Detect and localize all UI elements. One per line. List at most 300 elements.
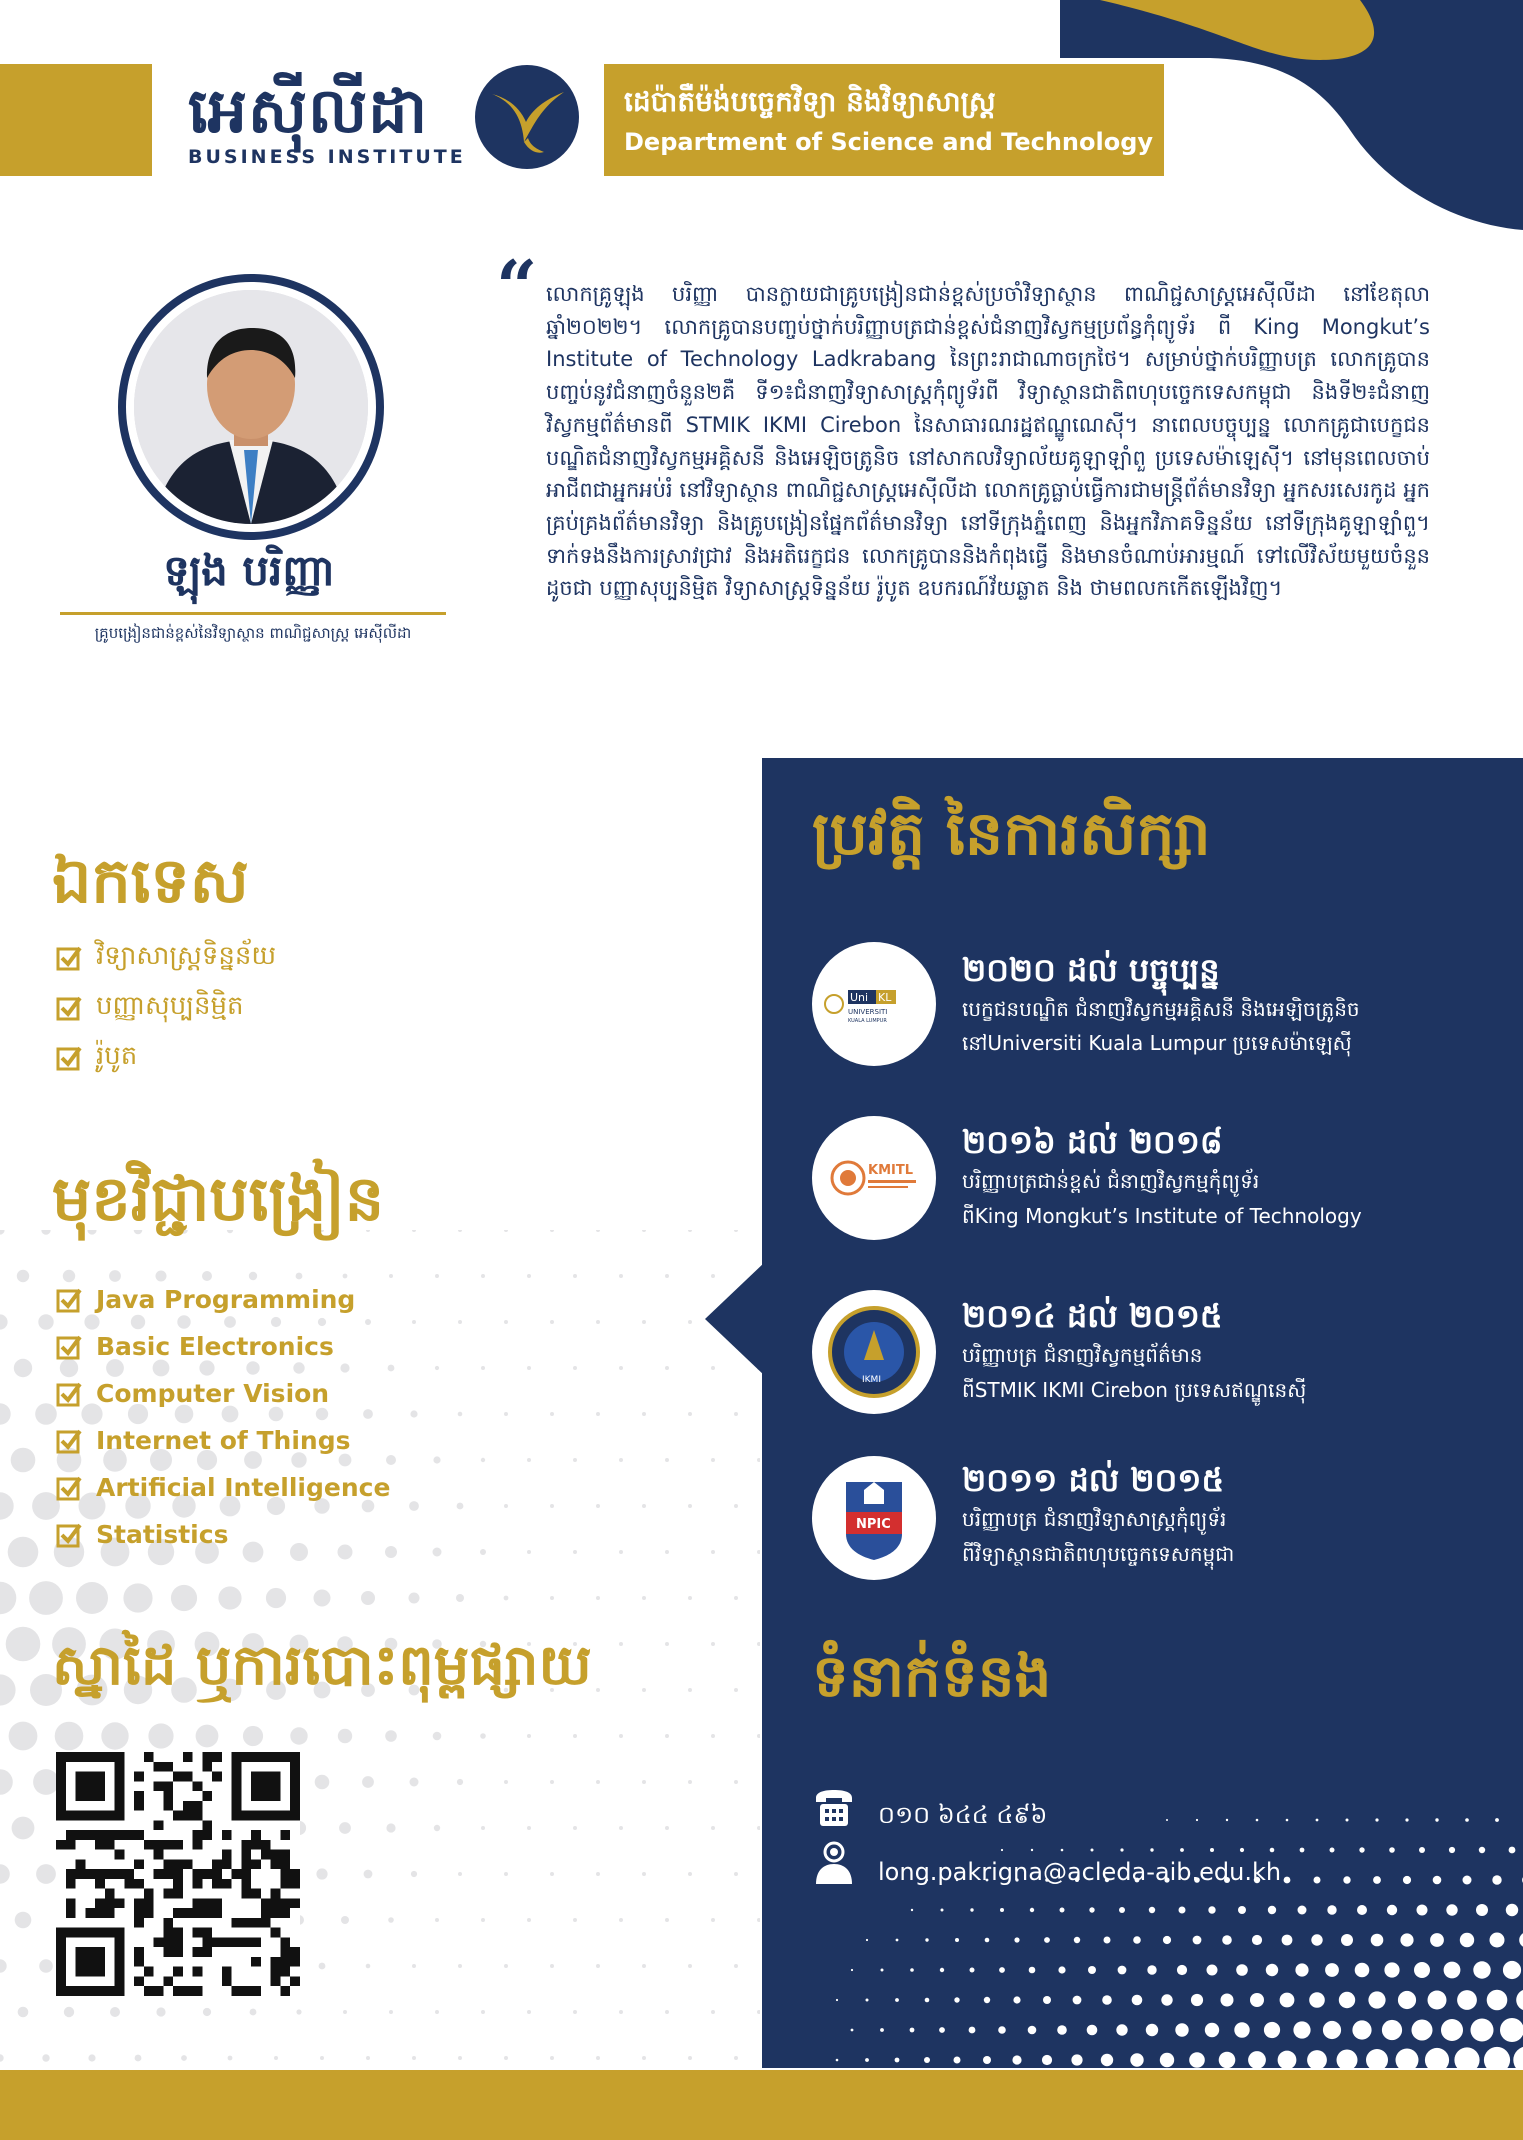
decor-dot: [1389, 1847, 1395, 1853]
qr-module: [183, 1908, 193, 1918]
decor-dot: [1102, 1995, 1112, 2005]
decor-dot: [1256, 1819, 1259, 1822]
decor-dot: [1460, 1933, 1474, 1947]
qr-module: [173, 1937, 183, 1947]
decor-dot: [123, 1583, 152, 1612]
decor-dot: [17, 1270, 29, 1282]
decor-dot: [1396, 2049, 1419, 2069]
decor-dot: [596, 1780, 600, 1784]
decor-dot: [1509, 1847, 1516, 1854]
decor-dot: [1366, 2049, 1388, 2068]
decor-dot: [596, 1596, 600, 1600]
decor-dot: [1398, 1991, 1416, 2009]
decor-dot: [550, 1964, 554, 1968]
qr-module: [232, 1937, 242, 1947]
npic-logo: [812, 1456, 936, 1580]
decor-dot: [1495, 1818, 1499, 1822]
decor-dot: [688, 1688, 692, 1692]
decor-dot: [456, 1594, 464, 1602]
decor-dot: [1208, 1906, 1215, 1913]
qr-module: [212, 1879, 222, 1889]
decor-dot: [665, 1918, 669, 1922]
decor-dot: [527, 1366, 531, 1370]
decor-dot: [619, 1458, 623, 1462]
decor-dot: [969, 2027, 976, 2034]
qr-module: [124, 1879, 134, 1889]
decor-dot: [550, 1872, 554, 1876]
panel-notch: [705, 1262, 765, 1376]
decor-dot: [955, 1938, 959, 1942]
decor-dot: [711, 1642, 715, 1646]
decor-dot: [433, 1548, 442, 1557]
decor-dot: [911, 1909, 913, 1911]
decor-dot: [1177, 1965, 1187, 1975]
edu-degree: បរិញ្ញាបត្រជាន់ខ្ពស់ ជំនាញវិស្វកម្មកុំព្យូទ័រ: [962, 1169, 1260, 1193]
decor-dot: [757, 2010, 760, 2014]
decor-dot: [665, 1550, 669, 1554]
decor-dot: [410, 1778, 419, 1787]
qr-module: [212, 1752, 222, 1762]
decor-dot: [910, 2028, 915, 2033]
qr-module: [173, 1869, 183, 1879]
qr-module: [144, 1752, 154, 1762]
list-item: [56, 1511, 390, 1558]
decor-dot: [480, 1549, 486, 1555]
qr-module: [202, 1947, 212, 1957]
decor-dot: [1074, 1937, 1080, 1943]
decor-dot: [642, 1320, 646, 1324]
decor-dot: [573, 1458, 577, 1462]
qr-module: [212, 1937, 222, 1947]
decor-dot: [433, 1732, 442, 1741]
qr-module: [105, 1889, 115, 1899]
qr-module: [193, 1908, 203, 1918]
decor-dot: [101, 1722, 128, 1749]
svg-text:IKMI: IKMI: [862, 1375, 881, 1385]
decor-dot: [619, 1366, 623, 1370]
decor-dot: [757, 1826, 760, 1830]
decor-dot: [41, 1230, 50, 1235]
decor-dot: [1359, 1847, 1364, 1852]
decor-dot: [1221, 1994, 1234, 2007]
qr-module: [163, 1937, 173, 1947]
decor-dot: [550, 1230, 554, 1232]
decor-dot: [1104, 1937, 1111, 1944]
edu-institution: ពីSTMIK IKMI Cirebon ប្រទេសឥណ្ឌូនេស៊ី: [962, 1378, 1307, 1402]
university-logo-icon: [812, 1290, 936, 1414]
decor-dot: [1149, 1907, 1155, 1913]
decor-dot: [1133, 1936, 1141, 1944]
decor-dot: [836, 2059, 839, 2062]
decor-dot: [1428, 1991, 1447, 2010]
decor-dot: [36, 1864, 56, 1884]
decor-dot: [711, 2010, 715, 2014]
qr-module: [290, 1898, 300, 1908]
decor-dot: [866, 1939, 868, 1941]
logo-khmer-text: អេស៊ីលីដា: [188, 74, 429, 147]
decor-dot: [1042, 2055, 1052, 2065]
qr-module: [261, 1918, 271, 1928]
qr-module: [280, 1898, 290, 1908]
decor-dot: [573, 1734, 577, 1738]
qr-module: [280, 1908, 290, 1918]
decor-dot: [1280, 1993, 1295, 2008]
qr-module: [95, 1869, 105, 1879]
decor-dot: [314, 1590, 331, 1607]
qr-module: [163, 1918, 173, 1928]
decor-dot: [1250, 1993, 1264, 2007]
decor-dot: [734, 1230, 738, 1232]
decor-dot: [1476, 1904, 1488, 1916]
decor-dot: [338, 1729, 352, 1743]
decor-dot: [386, 1823, 395, 1832]
decor-dot: [734, 1504, 738, 1508]
decor-dot: [1130, 2053, 1143, 2066]
qr-module: [271, 1850, 281, 1860]
decor-dot: [1226, 1819, 1228, 1821]
decor-dot: [665, 2010, 669, 2014]
decor-dot: [642, 1688, 646, 1692]
profile-photo: [134, 290, 368, 524]
decor-dot: [435, 1274, 439, 1278]
decor-dot: [866, 1999, 869, 2002]
decor-dot: [1368, 1991, 1385, 2008]
edu-years: ២០១៤ ដល់ ២០១៥: [962, 1297, 1223, 1335]
qr-module: [271, 1908, 281, 1918]
decor-dot: [851, 1969, 853, 1971]
qr-module: [271, 1898, 281, 1908]
decor-dot: [642, 1230, 646, 1232]
qr-module: [134, 1772, 144, 1782]
decor-dot: [433, 1456, 440, 1463]
qr-module: [271, 1976, 281, 1986]
decor-dot: [734, 1688, 738, 1692]
decor-dot: [1339, 1992, 1355, 2008]
decor-dot: [1311, 1934, 1322, 1945]
checkbox-icon: [56, 1475, 82, 1501]
decor-dot: [688, 1872, 692, 1876]
qr-module: [76, 1830, 86, 1840]
decor-dot: [1268, 1906, 1276, 1914]
decor-dot: [504, 1230, 508, 1232]
decor-dot: [504, 1320, 508, 1324]
decor-dot: [341, 1916, 349, 1924]
decor-dot: [1314, 1877, 1321, 1884]
header-gold-bar: [0, 64, 152, 176]
decor-dot: [411, 1871, 417, 1877]
decor-dot: [688, 1964, 692, 1968]
decor-dot: [757, 1550, 760, 1554]
decor-dot: [1346, 1819, 1349, 1822]
decor-dot: [1513, 2046, 1523, 2068]
qr-code[interactable]: [56, 1752, 300, 1996]
specialty-list: [56, 938, 276, 1078]
decor-dot: [11, 1448, 36, 1473]
qr-module: [222, 1879, 232, 1889]
decor-dot: [925, 1998, 930, 2003]
decor-dot: [596, 1230, 600, 1232]
qr-module: [115, 1850, 125, 1860]
qr-module: [280, 1967, 290, 1977]
qr-module: [202, 1752, 212, 1762]
decor-dot: [711, 1458, 715, 1462]
qr-finder: [76, 1772, 105, 1801]
qr-module: [290, 1976, 300, 1986]
qr-module: [173, 1811, 183, 1821]
decor-dot: [1118, 1966, 1127, 1975]
decor-dot: [0, 1674, 16, 1705]
qr-module: [280, 1957, 290, 1967]
contact-email[interactable]: long.pakrigna@acleda-aib.edu.kh: [878, 1858, 1282, 1886]
qr-module: [290, 1879, 300, 1889]
checkbox-icon: [56, 1522, 82, 1548]
decor-dot: [435, 1918, 439, 1922]
qr-module: [193, 1947, 203, 1957]
decor-dot: [573, 1366, 577, 1370]
decor-dot: [1500, 2018, 1523, 2042]
qr-module: [134, 1791, 144, 1801]
decor-dot: [55, 1722, 84, 1751]
decor-dot: [364, 1870, 373, 1879]
decor-dot: [1222, 1935, 1232, 1945]
decor-dot: [1120, 1848, 1123, 1851]
decor-dot: [954, 2057, 961, 2064]
decor-dot: [458, 1872, 462, 1876]
list-item: [56, 1038, 276, 1078]
qr-module: [144, 1967, 154, 1977]
decor-dot: [1087, 2025, 1098, 2036]
decor-dot: [688, 1412, 692, 1416]
decor-dot: [527, 1550, 531, 1554]
decor-dot: [1058, 1966, 1065, 1973]
qr-module: [241, 1889, 251, 1899]
qr-module: [105, 1869, 115, 1879]
svg-text:NPIC: NPIC: [856, 1517, 891, 1532]
decor-dot: [35, 1403, 57, 1425]
qr-module: [173, 1889, 183, 1899]
decor-dot: [665, 1366, 669, 1370]
decor-dot: [1325, 1963, 1339, 1977]
decor-dot: [1337, 2050, 1358, 2069]
decor-dot: [1150, 1848, 1153, 1851]
subject-label: Java Programming: [96, 1285, 356, 1314]
decor-dot: [14, 1359, 32, 1377]
svg-text:KMITL: KMITL: [868, 1163, 913, 1178]
qr-module: [173, 1859, 183, 1869]
decor-dot: [110, 2007, 120, 2017]
decor-dot: [0, 1314, 8, 1329]
qr-module: [115, 1898, 125, 1908]
decor-dot: [1446, 1904, 1457, 1915]
decor-dot: [1400, 1933, 1413, 1946]
person-role: គ្រូបង្រៀនជាន់ខ្ពស់នៃវិទ្យាស្ថាន ពាណិជ្ជសាស្ត្រ អេស៊ីលីដា: [94, 624, 412, 642]
qr-module: [193, 1801, 203, 1811]
decor-dot: [1146, 2024, 1158, 2036]
decor-dot: [619, 1826, 623, 1830]
decor-dot: [458, 2056, 462, 2060]
edu-degree: បរិញ្ញាបត្រ ជំនាញវិស្វកម្មព័ត៌មាន: [962, 1343, 1203, 1367]
decor-dot: [1490, 1933, 1505, 1948]
decor-dot: [619, 1550, 623, 1554]
qr-module: [280, 1986, 290, 1996]
decor-dot: [1282, 1935, 1293, 1946]
decor-dot: [527, 1274, 531, 1278]
decor-dot: [1355, 1963, 1370, 1978]
qr-module: [144, 1889, 154, 1899]
email-icon: [812, 1840, 856, 1886]
decor-dot: [385, 1730, 397, 1742]
decor-dot: [642, 1412, 646, 1416]
decor-dot: [1405, 1818, 1408, 1821]
qr-module: [280, 1937, 290, 1947]
qr-module: [202, 1937, 212, 1947]
decor-dot: [481, 1458, 485, 1462]
decor-dot: [734, 1412, 738, 1416]
dot-pattern-right: [762, 1780, 1523, 2068]
decor-dot: [389, 2010, 393, 2014]
decor-dot: [688, 1780, 692, 1784]
decor-dot: [1278, 2051, 1297, 2068]
qr-module: [134, 1957, 144, 1967]
subjects-list: [56, 1276, 390, 1558]
decor-dot: [504, 1504, 508, 1508]
decor-dot: [550, 1412, 554, 1416]
checkbox-icon: [56, 1428, 82, 1454]
qr-module: [193, 1928, 203, 1938]
decor-dot: [12, 1817, 35, 1840]
decor-dot: [619, 2010, 623, 2014]
decor-dot: [1293, 2021, 1310, 2038]
decor-dot: [880, 2028, 884, 2032]
decor-dot: [0, 2054, 4, 2061]
decor-dot: [315, 1775, 330, 1790]
qr-module: [173, 1967, 183, 1977]
decor-dot: [480, 1733, 486, 1739]
qr-module: [173, 1928, 183, 1938]
qr-module: [183, 1986, 193, 1996]
specialty-label: រ៉ូបូត: [96, 1041, 138, 1071]
bird-logo-icon: [472, 62, 582, 172]
edu-years: ២០១៦ ដល់ ២០១៨: [962, 1123, 1223, 1161]
decor-dot: [435, 1366, 439, 1370]
decor-dot: [619, 1918, 623, 1922]
qr-module: [232, 1986, 242, 1996]
decor-dot: [504, 1964, 508, 1968]
decor-dot: [1028, 2026, 1037, 2035]
checkbox-icon: [56, 1045, 82, 1071]
decor-dot: [596, 2056, 600, 2060]
decor-dot: [688, 2056, 692, 2060]
qr-module: [144, 1898, 154, 1908]
decor-dot: [1503, 1961, 1521, 1979]
decor-dot: [1088, 1966, 1096, 1974]
qr-module: [144, 1840, 154, 1850]
decor-dot: [711, 1734, 715, 1738]
decor-dot: [504, 1596, 509, 1601]
decor-dot: [1375, 1818, 1378, 1821]
qr-module: [251, 1840, 261, 1850]
decor-dot: [757, 1458, 760, 1462]
qr-module: [202, 1928, 212, 1938]
decor-dot: [1492, 1875, 1501, 1884]
decor-dot: [1236, 1964, 1248, 1976]
decor-dot: [1091, 1849, 1094, 1852]
decor-dot: [734, 1596, 738, 1600]
qr-module: [173, 1840, 183, 1850]
logo-english-text: BUSINESS INSTITUTE: [188, 146, 466, 168]
decor-dot: [0, 1769, 13, 1795]
decor-dot: [361, 1591, 375, 1605]
decor-dot: [218, 1586, 241, 1609]
decor-dot: [998, 2026, 1006, 2034]
decor-dot: [1071, 2054, 1082, 2065]
decor-dot: [1433, 1876, 1442, 1885]
qr-module: [271, 1967, 281, 1977]
person-name: ឡុង បរិញ្ញា: [163, 546, 335, 595]
decor-dot: [1316, 1819, 1319, 1822]
decor-dot: [88, 2054, 95, 2061]
decor-dot: [910, 1968, 914, 1972]
subject-label: Artificial Intelligence: [96, 1473, 391, 1502]
decor-dot: [1000, 1908, 1004, 1912]
qr-module: [163, 1928, 173, 1938]
list-item: [56, 1276, 390, 1323]
decor-dot: [266, 1588, 286, 1608]
decor-dot: [1300, 1848, 1305, 1853]
decor-dot: [642, 1504, 646, 1508]
qr-module: [66, 1898, 76, 1908]
decor-dot: [148, 1723, 173, 1748]
decor-dot: [1061, 1849, 1064, 1852]
decor-dot: [665, 1274, 669, 1278]
decor-dot: [642, 1780, 646, 1784]
decor-dot: [573, 2010, 577, 2014]
svg-text:KUALA LUMPUR: KUALA LUMPUR: [848, 1018, 887, 1024]
qr-module: [280, 1859, 290, 1869]
qr-module: [271, 1889, 281, 1899]
decor-dot: [481, 1274, 485, 1278]
qr-module: [56, 1840, 66, 1850]
decor-dot: [711, 1550, 715, 1554]
decor-dot: [550, 2056, 554, 2060]
contact-phone[interactable]: ០១០ ៦៤៤ ៤៩៦: [878, 1801, 1048, 1829]
decor-dot: [1270, 1848, 1275, 1853]
qr-module: [202, 1898, 212, 1908]
qr-module: [173, 1772, 183, 1782]
decor-dot: [243, 1726, 263, 1746]
qr-finder: [76, 1947, 105, 1976]
decor-dot: [665, 1826, 669, 1830]
qr-module: [261, 1898, 271, 1908]
qr-module: [134, 1918, 144, 1928]
decor-dot: [409, 1501, 419, 1511]
decor-dot: [1307, 2050, 1327, 2068]
subject-label: Statistics: [96, 1520, 229, 1549]
decor-dot: [1473, 1961, 1490, 1978]
qr-module: [280, 1869, 290, 1879]
qr-module: [290, 1947, 300, 1957]
decor-dot: [851, 2029, 854, 2032]
qr-module: [163, 1840, 173, 1850]
qr-module: [280, 1830, 290, 1840]
university-logo-icon: [812, 942, 936, 1066]
decor-dot: [527, 1826, 531, 1830]
decor-dot: [388, 1917, 394, 1923]
decor-dot: [296, 2009, 301, 2014]
decor-dot: [1180, 1848, 1184, 1852]
qr-module: [95, 1830, 105, 1840]
decor-dot: [970, 1908, 973, 1911]
